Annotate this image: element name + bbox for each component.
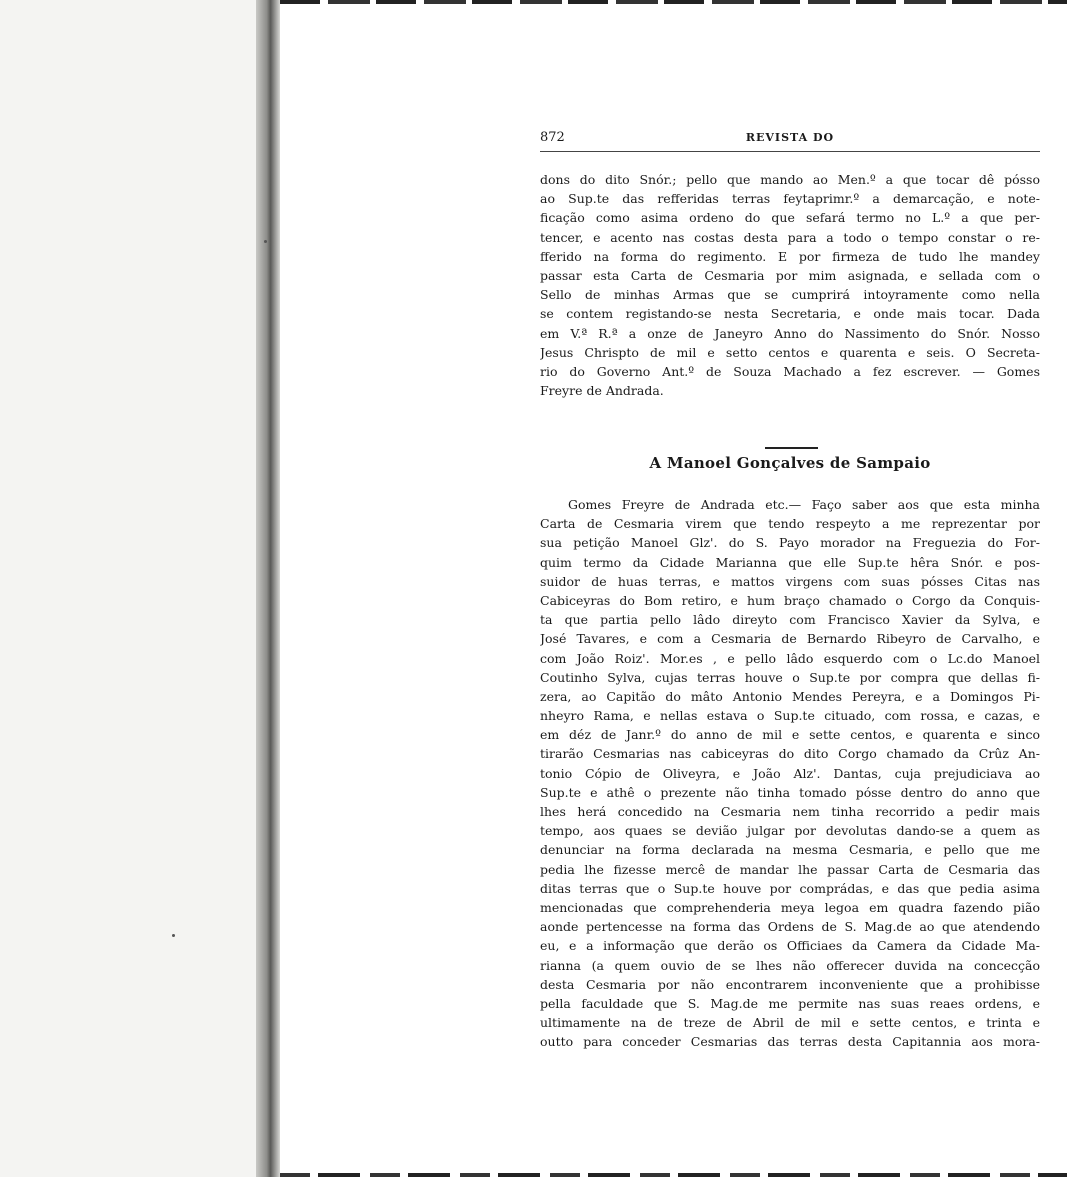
text-line: pella faculdade que S. Mag.de me permite nas suas reaes ordens, e <box>540 995 1040 1011</box>
text-line: desta Cesmaria por não encontrarem inconveniente que a prohibisse <box>540 976 1040 992</box>
text-line: outto para conceder Cesmarias das terras desta Capitannia aos mora- <box>540 1034 1040 1050</box>
text-line: Gomes Freyre de Andrada etc.— Faço saber aos que esta minha <box>568 497 1040 512</box>
text-line: Carta de Cesmaria virem que tendo respeyto a me reprezentar por <box>540 516 1040 532</box>
paragraph-continued <box>540 170 1040 400</box>
running-title: REVISTA DO <box>745 131 835 144</box>
text-line: rianna (a quem ouvio de se lhes não offerecer duvida na concecção <box>540 957 1040 973</box>
section-divider <box>765 447 818 449</box>
page-number: 872 <box>540 130 565 145</box>
text-line: mencionadas que comprehenderia meya legoa em quadra fazendo pião <box>540 899 1040 915</box>
text-line: ultimamente na de treze de Abril de mil e sette centos, e trinta e <box>540 1015 1040 1031</box>
text-line: suidor de huas terras, e mattos virgens com suas pósses Citas nas <box>540 573 1040 589</box>
header-rule <box>540 151 1040 152</box>
text-line: José Tavares, e com a Cesmaria de Bernardo Ribeyro de Carvalho, e <box>540 631 1040 647</box>
text-line: se contem registando-se nesta Secretaria, e onde mais tocar. Dada <box>540 306 1040 322</box>
text-line: tirarão Cesmarias nas cabiceyras do dito Corgo chamado da Crûz An- <box>540 746 1040 762</box>
text-line: ao Sup.te das refferidas terras feytaprimr.º a demarcação, e note- <box>540 191 1040 207</box>
text-line: com João Roiz'. Mor.es , e pello lâdo esquerdo com o Lc.do Manoel <box>540 650 1040 666</box>
paper-speck <box>172 934 175 937</box>
text-line: ficação como asima ordeno do que sefará termo no L.º a que per- <box>540 210 1040 226</box>
text-line: rio do Governo Ant.º de Souza Machado a fez escrever. — Gomes <box>540 363 1040 379</box>
text-line: Sup.te e athê o prezente não tinha tomado pósse dentro do anno que <box>540 784 1040 800</box>
text-line: Freyre de Andrada. <box>540 383 664 399</box>
text-line: eu, e a informação que derão os Officiaes da Camera da Cidade Ma- <box>540 938 1040 954</box>
text-line: pedia lhe fizesse mercê de mandar lhe passar Carta de Cesmaria das <box>540 861 1040 877</box>
page-top-edge <box>280 0 1067 4</box>
text-line: tonio Cópio de Oliveyra, e João Alz'. Dantas, cuja prejudiciava ao <box>540 765 1040 781</box>
running-header <box>540 130 1040 150</box>
text-line: lhes herá concedido na Cesmaria nem tinha recorrido a pedir mais <box>540 804 1040 819</box>
text-line: quim termo da Cidade Marianna que elle Sup.te hêra Snór. e pos- <box>540 554 1040 570</box>
book-gutter <box>256 0 280 1177</box>
text-line: em déz de Janr.º do anno de mil e sette centos, e quarenta e sinco <box>540 727 1040 743</box>
text-line: ditas terras que o Sup.te houve por comprádas, e das que pedia asima <box>540 880 1040 896</box>
text-line: em V.ª R.ª a onze de Janeyro Anno do Nassimento do Snór. Nosso <box>540 325 1040 341</box>
text-line: Jesus Chrispto de mil e setto centos e quarenta e seis. O Secreta- <box>540 344 1040 360</box>
section-heading: A Manoel Gonçalves de Sampaio <box>649 454 931 472</box>
text-line: sua petição Manoel Glz'. do S. Payo morador na Freguezia do For- <box>540 535 1040 551</box>
text-line: Cabiceyras do Bom retiro, e hum braço chamado o Corgo da Conquis- <box>540 592 1040 608</box>
text-line: dons do dito Snór.; pello que mando ao Men.º a que tocar dê pósso <box>540 172 1040 187</box>
text-line: Sello de minhas Armas que se cumprirá intoyramente como nella <box>540 287 1040 303</box>
text-line: aonde pertencesse na forma das Ordens de S. Mag.de ao que atendendo <box>540 919 1040 935</box>
page-bottom-edge <box>280 1173 1067 1177</box>
text-line: ta que partia pello lâdo direyto com Francisco Xavier da Sylva, e <box>540 612 1040 628</box>
paragraph-main <box>540 495 1040 1051</box>
text-line: nheyro Rama, e nellas estava o Sup.te cituado, com rossa, e cazas, e <box>540 708 1040 724</box>
text-line: denunciar na forma declarada na mesma Cesmaria, e pello que me <box>540 842 1040 858</box>
text-line: passar esta Carta de Cesmaria por mim asignada, e sellada com o <box>540 267 1040 283</box>
text-line: tempo, aos quaes se devião julgar por devolutas dando-se a quem as <box>540 823 1040 839</box>
text-line: fferido na forma do regimento. E por firmeza de tudo lhe mandey <box>540 248 1040 264</box>
text-line: tencer, e acento nas costas desta para a todo o tempo constar o re- <box>540 229 1040 245</box>
paper-speck <box>264 240 267 243</box>
text-line: zera, ao Capitão do mâto Antonio Mendes Pereyra, e a Domingos Pi- <box>540 688 1040 704</box>
text-line: Coutinho Sylva, cujas terras houve o Sup.te por compra que dellas fi- <box>540 669 1040 685</box>
facing-blank-page <box>0 0 256 1177</box>
